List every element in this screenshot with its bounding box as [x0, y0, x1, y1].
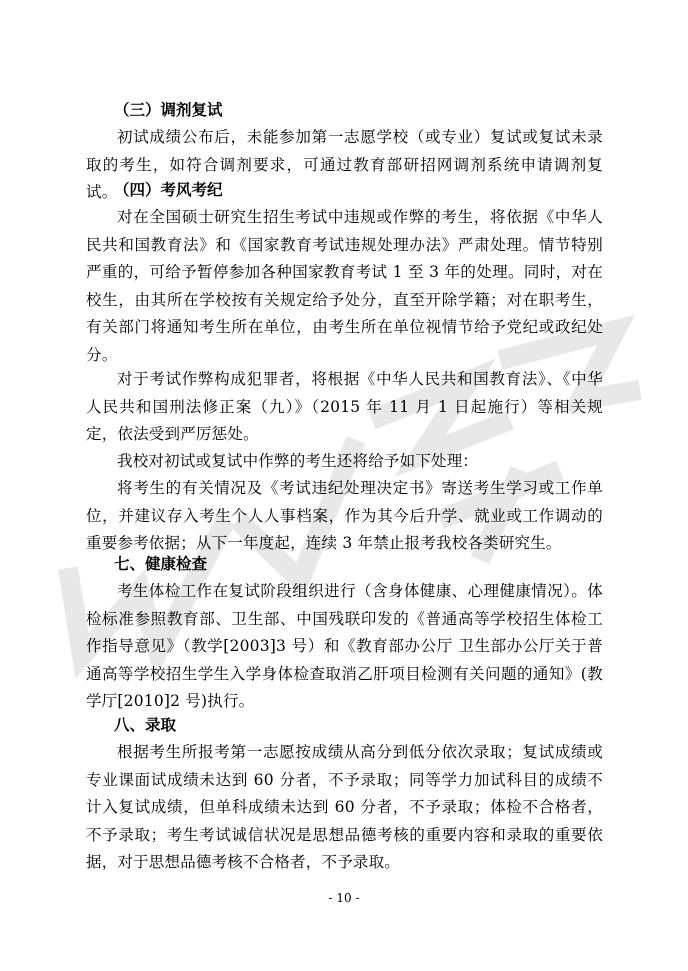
- section-heading-admission: 八、录取: [114, 716, 177, 734]
- section-heading-health-check: 七、健康检查: [114, 555, 208, 573]
- paragraph-adjustment-retest: 初试成绩公布后，未能参加第一志愿学校（或专业）复试或复试未录取的考生，如符合调剂要求，可通过教育部研招网调剂系统申请调剂复试。: [86, 128, 603, 202]
- page-number: - 10 -: [328, 891, 360, 905]
- paragraph-discipline-violation: 对在全国硕士研究生招生考试中违规或作弊的考生，将依据《中华人民共和国教育法》和《国家教育考试违规处理办法》严肃处理。情节特别严重的，可给予暂停参加各种国家教育考试 1 至 3 年的处理。同时，对在校生，由其所在学校按有关规定给予处分，直至开除学籍；对在职考生，有关部门将通知考生所在单位，由考生所在单位视情节给予党纪或政纪处分。: [86, 208, 603, 364]
- paragraph-handling-details: 将考生的有关情况及《考试违纪处理决定书》寄送考生学习或工作单位，并建议存入考生个人人事档案，作为其今后升学、就业或工作调动的重要参考依据；从下一年度起，连续 3 年禁止报考我校各类研究生。: [86, 479, 603, 553]
- paragraph-admission: 根据考生所报考第一志愿按成绩从高分到低分依次录取；复试成绩或专业课面试成绩未达到 60 分者，不予录取；同等学力加试科目的成绩不计入复试成绩，但单科成绩未达到 60 分者，不予录取；体检不合格者，不予录取；考生考试诚信状况是思想品德考核的重要内容和录取的重要依据，对于思想品德考核不合格者，不予录取。: [86, 743, 603, 872]
- paragraph-health-check: 考生体检工作在复试阶段组织进行（含身体健康、心理健康情况）。体检标准参照教育部、卫生部、中国残联印发的《普通高等学校招生体检工作指导意见》（教学[2003]3 号）和《教育部办公厅 卫生部办公厅关于普通高等学校招生学生入学身体检查取消乙肝项目检测有关问题的通知》(教学厅[2010]2 号)执行。: [86, 582, 603, 711]
- section-heading-exam-discipline: （四）考风考纪: [114, 180, 223, 199]
- paragraph-criminal-cheating: 对于考试作弊构成犯罪者，将根据《中华人民共和国教育法》、《中华人民共和国刑法修正案（九）》（2015 年 11 月 1 日起施行）等相关规定，依法受到严厉惩处。: [86, 370, 603, 444]
- paragraph-school-handling: 我校对初试或复试中作弊的考生还将给予如下处理：: [117, 452, 479, 470]
- section-heading-adjustment-retest: （三）调剂复试: [114, 100, 223, 119]
